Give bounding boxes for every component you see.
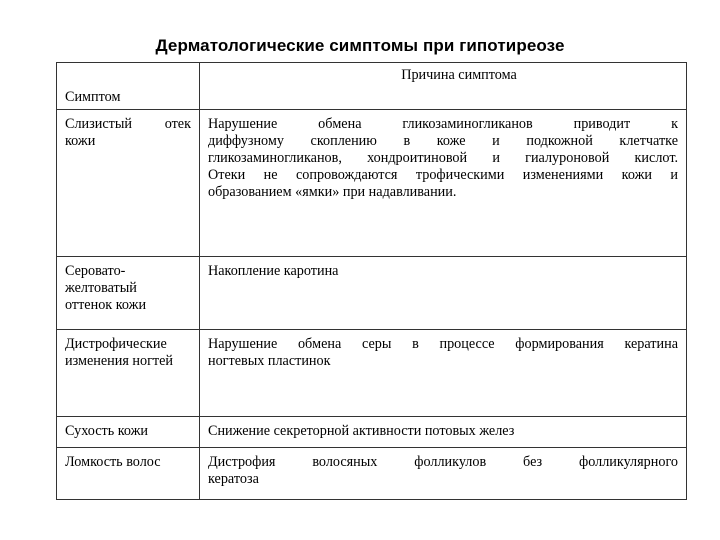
table-header-row	[57, 63, 687, 110]
cause-line: Нарушение обмена гликозаминогликанов приводит к	[208, 116, 678, 132]
cause-cell	[200, 330, 687, 417]
table-row	[57, 448, 687, 500]
cause-line: кератоза	[208, 471, 259, 487]
symptoms-table	[56, 62, 687, 500]
symptom-line: изменения ногтей	[65, 353, 174, 369]
symptom-line: Серовато-	[65, 263, 126, 279]
cause-line: Отеки не сопровождаются трофическими изменениями кожи и	[208, 167, 678, 183]
cause-line: Снижение секреторной активности потовых желез	[208, 423, 515, 439]
cause-line: гликозаминогликанов, хондроитиновой и гиалуроновой кислот.	[208, 150, 678, 166]
table-row	[57, 110, 687, 257]
cause-line: Накопление каротина	[208, 263, 339, 279]
symptom-cell	[57, 110, 200, 257]
symptom-line: Сухость кожи	[65, 423, 149, 439]
cause-line: ногтевых пластинок	[208, 353, 331, 369]
symptom-line: Дистрофические	[65, 336, 167, 352]
header-cause: Причина симптома	[200, 63, 687, 110]
symptom-cell	[57, 417, 200, 448]
symptom-cell	[57, 330, 200, 417]
symptom-cell	[57, 257, 200, 330]
symptom-cell	[57, 448, 200, 500]
header-symptom: Симптом	[57, 63, 200, 110]
symptom-line: желтоватый	[65, 280, 137, 296]
cause-line: образованием «ямки» при надавливании.	[208, 184, 457, 200]
symptom-line: Слизистый отек	[65, 116, 191, 132]
cause-line: Нарушение обмена серы в процессе формирования кератина	[208, 336, 678, 352]
cause-cell	[200, 448, 687, 500]
page-title: Дерматологические симптомы при гипотиреозе	[155, 36, 565, 55]
cause-line: Дистрофия волосяных фолликулов без фолликулярного	[208, 454, 678, 470]
symptom-line: Ломкость волос	[65, 454, 161, 470]
table-row	[57, 330, 687, 417]
cause-cell	[200, 110, 687, 257]
cause-cell	[200, 257, 687, 330]
table-row	[57, 417, 687, 448]
cause-line: диффузному скоплению в коже и подкожной клетчатке	[208, 133, 678, 149]
symptom-line: кожи	[65, 133, 96, 149]
table-row	[57, 257, 687, 330]
symptom-line: оттенок кожи	[65, 297, 147, 313]
cause-cell	[200, 417, 687, 448]
